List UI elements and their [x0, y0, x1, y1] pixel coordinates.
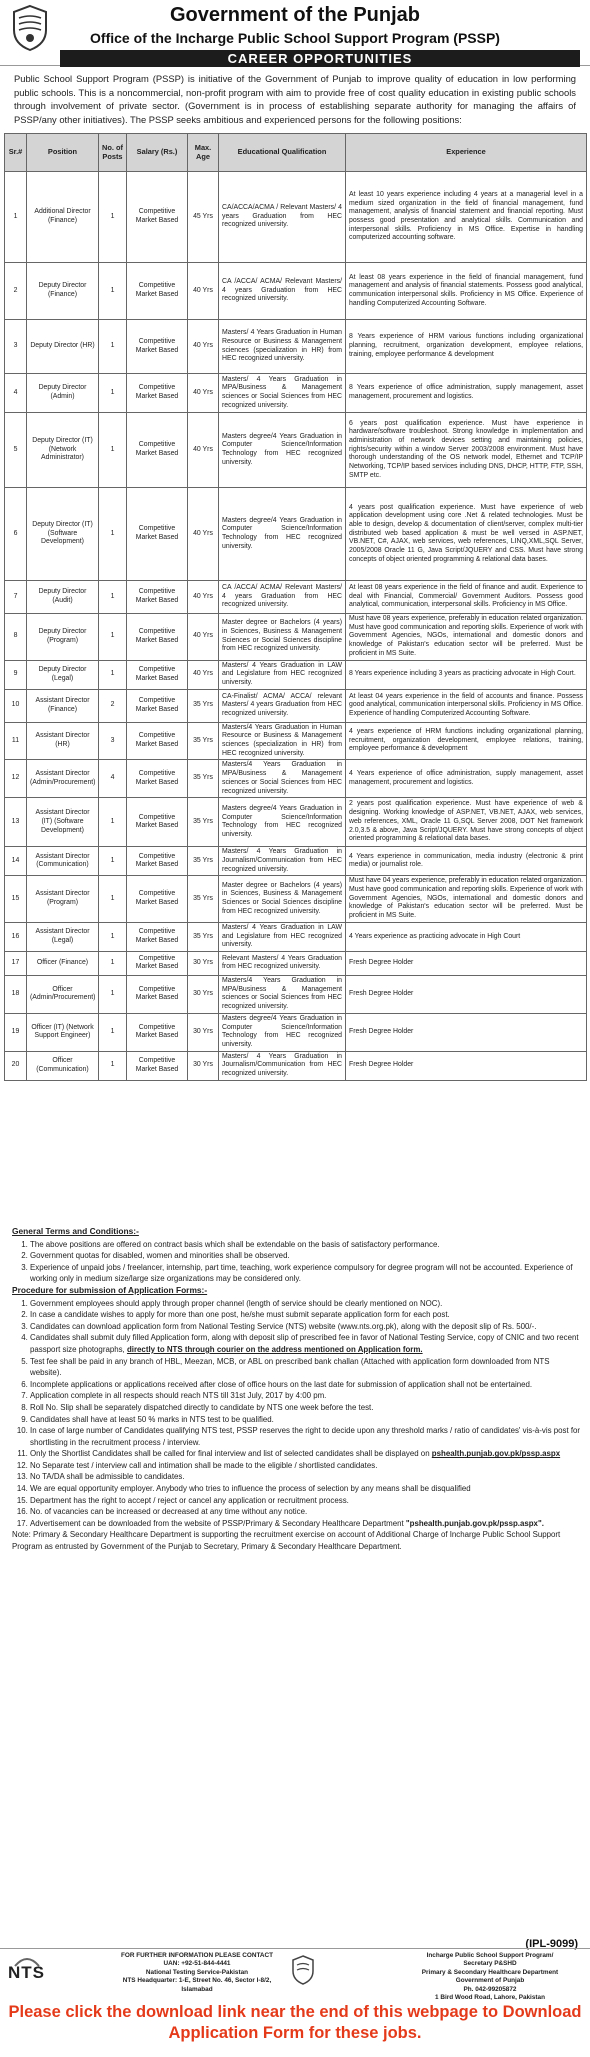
experience-cell: Fresh Degree Holder: [346, 951, 587, 975]
pssp-office-block: [400, 1952, 580, 2002]
posts-cell: 1: [99, 172, 127, 263]
list-item: 15. Department has the right to accept / reject or cancel any application or recruitment process.: [30, 1495, 582, 1507]
qualification-cell: Relevant Masters/ 4 Years Graduation from HEC recognized university.: [219, 951, 346, 975]
experience-cell: 4 years post qualification experience. Must have experience of web application development using core .Net & related technologies. Must be able to design, develop & documentation of client/server, complex multi-tier distributed web based application & must be well versed in ASP.NET, VB.NET, C#, AJAX, web services, web references, LINQ,XML,SQL Server, 2005/2008 Oracle 11 G, Java Script/JQUERY and CSS. Must have strong concepts of object oriented programming & relational data bases.: [346, 488, 587, 581]
procedure-text: Candidates shall submit duly filled Application form, along with deposit slip of prescribed fee in favor of National Testing Service, copy of CNIC and two recent passport size photographs,: [30, 1333, 579, 1354]
position-cell: Deputy Director (IT) (Software Development): [27, 488, 99, 581]
experience-cell: Must have 08 years experience, preferably in education related organization. Must have good communication and reporting skills. Experience of work with Government Agencies, NGOs, international and domestic donors and knowledge of Pakistan's education sector will be preferred. Must be proficient in MS Suite.: [346, 614, 587, 661]
qualification-cell: Masters/ 4 Years Graduation in MPA/Business & Management sciences or Social Sciences from HEC recognized university.: [219, 374, 346, 413]
list-item: [30, 1448, 582, 1460]
salary-cell: Competitive Market Based: [127, 1051, 188, 1080]
experience-cell: Must have 04 years experience, preferably in education related organization. Must have good communication and reporting skills. Experience of work with Government Agencies, NGOs, international and domestic donors and knowledge of Pakistan's education sector will be preferred. Must be proficient in MS Suite.: [346, 876, 587, 923]
age-cell: 30 Yrs: [188, 1013, 219, 1051]
posts-cell: 1: [99, 1013, 127, 1051]
list-item: 5. Test fee shall be paid in any branch of HBL, Meezan, MCB, or ABL on prescribed bank challan (Attached with application form downloaded from NTS website).: [30, 1356, 582, 1379]
procedure-heading: Procedure for submission of Application Forms:-: [12, 1284, 208, 1295]
footer: [0, 1948, 590, 2002]
position-cell: Deputy Director (HR): [27, 320, 99, 374]
position-cell: Officer (Communication): [27, 1051, 99, 1080]
qualification-cell: Master degree or Bachelors (4 years) in Sciences, Business & Management Sciences or Social Sciences discipline from HEC recognized university.: [219, 614, 346, 661]
experience-cell: 6 years post qualification experience. Must have experience in hardware/software troubleshoot. Strong knowledge in implementation and administration of network devices setting and maintaining policies, rights/security within a window Server 2003/2008 environment. Must have thorough understanding of the OS network model, Ethernet and TCP/IP Networking, TCP/IP based services including DNS, DHCP, HTTP, FTP, SSH, SMTP etc.: [346, 413, 587, 488]
list-item: [30, 1332, 582, 1355]
list-item: 16. No. of vacancies can be increased or decreased at any time without any notice.: [30, 1506, 582, 1518]
qualification-cell: CA /ACCA/ ACMA/ Relevant Masters/ 4 years Graduation from HEC recognized university.: [219, 581, 346, 614]
pssp-website-link[interactable]: "pshealth.punjab.gov.pk/pssp.aspx".: [405, 1518, 544, 1528]
nts-contact-block: [112, 1952, 282, 1994]
salary-cell: Competitive Market Based: [127, 488, 188, 581]
positions-table: [4, 133, 587, 1081]
list-item: 6. Incomplete applications or applications received after close of office hours on the last date for submission of application shall not be entertained.: [30, 1379, 582, 1391]
age-cell: 40 Yrs: [188, 488, 219, 581]
sr-cell: 15: [5, 876, 27, 923]
header: [0, 0, 590, 66]
qualification-cell: Masters/ 4 Years Graduation in Human Resource or Business & Management sciences (specialization in HR) from HEC recognized university.: [219, 320, 346, 374]
position-cell: Officer (IT) (Network Support Engineer): [27, 1013, 99, 1051]
salary-cell: Competitive Market Based: [127, 722, 188, 760]
age-cell: 35 Yrs: [188, 760, 219, 798]
office-title: Office of the Incharge Public School Support Program (PSSP): [90, 30, 500, 46]
position-cell: Deputy Director (Audit): [27, 581, 99, 614]
experience-cell: Fresh Degree Holder: [346, 975, 587, 1013]
qualification-cell: Masters degree/4 Years Graduation in Computer Science/Information Technology from HEC recognized university.: [219, 1013, 346, 1051]
contact-line: National Testing Service-Pakistan: [145, 1968, 249, 1976]
terms-section: [12, 1226, 582, 1553]
list-item: 8. Roll No. Slip shall be separately dispatched directly to candidate by NTS one week before the test.: [30, 1402, 582, 1414]
table-row: [5, 614, 587, 661]
sr-cell: 16: [5, 922, 27, 951]
pssp-website-link[interactable]: pshealth.punjab.gov.pk/pssp.aspx: [431, 1449, 561, 1459]
sr-cell: 4: [5, 374, 27, 413]
sr-cell: 13: [5, 798, 27, 847]
office-line: 1 Bird Wood Road, Lahore, Pakistan: [435, 1994, 545, 2002]
age-cell: 40 Yrs: [188, 614, 219, 661]
salary-cell: Competitive Market Based: [127, 1013, 188, 1051]
download-instruction: Please click the download link near the end of this webpage to Download Application Form for these jobs.: [8, 2003, 582, 2042]
posts-cell: 1: [99, 876, 127, 923]
header-cell: No. of Posts: [99, 134, 127, 172]
note: Note: Primary & Secondary Healthcare Department is supporting the recruitment exercise on account of Additional Charge of Incharge Public School Support Program as entrusted by Government of the Punjab to Secretary, Primary & Secondary Healthcare Department.: [12, 1530, 561, 1552]
experience-cell: Fresh Degree Holder: [346, 1051, 587, 1080]
age-cell: 35 Yrs: [188, 689, 219, 722]
qualification-cell: Master degree or Bachelors (4 years) in Sciences, Business & Management Sciences or Social Sciences discipline from HEC recognized university.: [219, 876, 346, 923]
table-row: [5, 374, 587, 413]
position-cell: Assistant Director (IT) (Software Development): [27, 798, 99, 847]
position-cell: Assistant Director (HR): [27, 722, 99, 760]
sr-cell: 14: [5, 847, 27, 876]
salary-cell: Competitive Market Based: [127, 876, 188, 923]
office-line: Government of Punjab: [455, 1977, 525, 1985]
procedure-text: Only the Shortlist Candidates shall be called for final interview and list of selected candidates shall be displayed on: [30, 1449, 430, 1459]
age-cell: 45 Yrs: [188, 172, 219, 263]
table-row: [5, 172, 587, 263]
age-cell: 40 Yrs: [188, 374, 219, 413]
posts-cell: 1: [99, 320, 127, 374]
office-line: Secretary P&SHD: [463, 1960, 517, 1968]
list-item: 1. Government employees should apply through proper channel (length of service should be clearly mentioned on NOC).: [30, 1298, 582, 1310]
sr-cell: 10: [5, 689, 27, 722]
position-cell: Assistant Director (Communication): [27, 847, 99, 876]
general-terms-list: [12, 1239, 582, 1285]
posts-cell: 4: [99, 760, 127, 798]
experience-cell: 8 Years experience of HRM various functions including organizational planning, recruitment, organization development, employee relations, training, employee performance & development: [346, 320, 587, 374]
position-cell: Officer (Finance): [27, 951, 99, 975]
table-row: [5, 413, 587, 488]
age-cell: 40 Yrs: [188, 413, 219, 488]
header-cell: Position: [27, 134, 99, 172]
ipl-code: (IPL-9099): [525, 1938, 578, 1950]
table-row: [5, 951, 587, 975]
table-row: [5, 660, 587, 689]
salary-cell: Competitive Market Based: [127, 922, 188, 951]
qualification-cell: Masters/4 Years Graduation in Human Resource or Business & Management sciences (specialization in HR) from HEC recognized university.: [219, 722, 346, 760]
experience-cell: 2 years post qualification experience. Must have experience of web & designing. Working knowledge of ASP.NET, VB.NET, AJAX, web services, web references, XML, Oracle 11 G,SQL Server 2008, DOT Net framework 2.0,3.5 & above, Java Script/JQUERY. Must have strong concepts of object oriented programming & relational data bases.: [346, 798, 587, 847]
sr-cell: 5: [5, 413, 27, 488]
age-cell: 40 Yrs: [188, 660, 219, 689]
experience-cell: 4 Years experience of office administration, supply management, asset management, procurement and logistics.: [346, 760, 587, 798]
position-cell: Assistant Director (Program): [27, 876, 99, 923]
header-cell: Experience: [346, 134, 587, 172]
age-cell: 35 Yrs: [188, 722, 219, 760]
age-cell: 30 Yrs: [188, 1051, 219, 1080]
office-line: Primary & Secondary Healthcare Department: [421, 1968, 559, 1976]
posts-cell: 1: [99, 1051, 127, 1080]
sr-cell: 2: [5, 263, 27, 320]
list-item: 2. In case a candidate wishes to apply for more than one post, he/she must submit separate application form for each post.: [30, 1309, 582, 1321]
posts-cell: 1: [99, 922, 127, 951]
sr-cell: 12: [5, 760, 27, 798]
posts-cell: 1: [99, 263, 127, 320]
posts-cell: 1: [99, 488, 127, 581]
position-cell: Deputy Director (Program): [27, 614, 99, 661]
qualification-cell: Masters/ 4 Years Graduation in LAW and Legislature from HEC recognized university.: [219, 922, 346, 951]
header-cell: Salary (Rs.): [127, 134, 188, 172]
age-cell: 40 Yrs: [188, 320, 219, 374]
age-cell: 35 Yrs: [188, 876, 219, 923]
posts-cell: 1: [99, 614, 127, 661]
sr-cell: 3: [5, 320, 27, 374]
salary-cell: Competitive Market Based: [127, 975, 188, 1013]
experience-cell: At least 04 years experience in the field of accounts and finance. Possess good analytical, communication interpersonal skills. Proficiency in MS Office. Experience of handling Computerized Accounting Software.: [346, 689, 587, 722]
qualification-cell: Masters/ 4 Years Graduation in LAW and Legislature from HEC recognized university.: [219, 660, 346, 689]
sr-cell: 9: [5, 660, 27, 689]
salary-cell: Competitive Market Based: [127, 263, 188, 320]
position-cell: Deputy Director (Legal): [27, 660, 99, 689]
nts-logo-text: NTS: [8, 1963, 45, 1982]
age-cell: 40 Yrs: [188, 581, 219, 614]
experience-cell: 8 Years experience including 3 years as practicing advocate in High Court.: [346, 660, 587, 689]
contact-line: UAN: +92-51-844-4441: [163, 1960, 231, 1968]
header-cell: Sr.#: [5, 134, 27, 172]
procedure-text: Advertisement can be downloaded from the website of PSSP/Primary & Secondary Healthcare Department: [30, 1518, 404, 1528]
table-row: [5, 975, 587, 1013]
general-terms-heading: General Terms and Conditions:-: [12, 1226, 139, 1236]
sr-cell: 11: [5, 722, 27, 760]
salary-cell: Competitive Market Based: [127, 660, 188, 689]
posts-cell: 1: [99, 660, 127, 689]
list-item: 7. Application complete in all respects should reach NTS till 31st July, 2017 by 4:00 pm.: [30, 1390, 582, 1402]
contact-line: Islamabad: [181, 1985, 213, 1993]
age-cell: 40 Yrs: [188, 263, 219, 320]
age-cell: 30 Yrs: [188, 975, 219, 1013]
table-row: [5, 1051, 587, 1080]
posts-cell: 1: [99, 413, 127, 488]
salary-cell: Competitive Market Based: [127, 798, 188, 847]
position-cell: Deputy Director (Finance): [27, 263, 99, 320]
salary-cell: Competitive Market Based: [127, 847, 188, 876]
experience-cell: Fresh Degree Holder: [346, 1013, 587, 1051]
office-line: Incharge Public School Support Program/: [426, 1952, 554, 1959]
table-row: [5, 722, 587, 760]
qualification-cell: Masters/ 4 Years Graduation in Journalism/Communication from HEC recognized university.: [219, 1051, 346, 1080]
salary-cell: Competitive Market Based: [127, 320, 188, 374]
qualification-cell: Masters degree/4 Years Graduation in Computer Science/Information Technology from HEC recognized university.: [219, 488, 346, 581]
contact-line: NTS Headquarter: 1-E, Street No. 46, Sector I-8/2,: [122, 1977, 272, 1985]
qualification-cell: Masters degree/4 Years Graduation in Computer Science/Information Technology from HEC recognized university.: [219, 798, 346, 847]
table-row: [5, 581, 587, 614]
qualification-cell: CA-Finalist/ ACMA/ ACCA/ relevant Masters/ 4 years Graduation from HEC recognized university.: [219, 689, 346, 722]
experience-cell: At least 10 years experience including 4 years at a managerial level in a medium sized organization in the field of financial management, fund management, analysis of financial statement and financial reporting. Must possess good presentation and analytical skills. Communication and interpersonal skills. Proficiency in MS Office. Expertise in handling computerized accounting software.: [346, 172, 587, 263]
experience-cell: At least 08 years experience in the field of financial management, fund management and analysis of financial statements. Possess good analytical, communication interpersonal skills. Proficiency in MS Office. Experience of handling Computerized Accounting Software.: [346, 263, 587, 320]
list-item: 3. Experience of unpaid jobs / freelancer, internship, part time, teaching, work experience compulsory for degree program will not be accounted. Experience of working only in medium size/large size organizations may be considered only.: [30, 1262, 582, 1285]
posts-cell: 1: [99, 847, 127, 876]
table-row: [5, 1013, 587, 1051]
list-item: 13. No TA/DA shall be admissible to candidates.: [30, 1471, 582, 1483]
salary-cell: Competitive Market Based: [127, 374, 188, 413]
position-cell: Additional Director (Finance): [27, 172, 99, 263]
posts-cell: 2: [99, 689, 127, 722]
salary-cell: Competitive Market Based: [127, 581, 188, 614]
experience-cell: 8 Years experience of office administration, supply management, asset management, procurement and logistics.: [346, 374, 587, 413]
posts-cell: 1: [99, 581, 127, 614]
position-cell: Assistant Director (Admin/Procurement): [27, 760, 99, 798]
posts-cell: 1: [99, 951, 127, 975]
table-row: [5, 263, 587, 320]
posts-cell: 1: [99, 374, 127, 413]
table-row: [5, 320, 587, 374]
position-cell: Deputy Director (IT) (Network Administrator): [27, 413, 99, 488]
qualification-cell: Masters degree/4 Years Graduation in Computer Science/Information Technology from HEC recognized university.: [219, 413, 346, 488]
posts-cell: 1: [99, 798, 127, 847]
position-cell: Assistant Director (Finance): [27, 689, 99, 722]
office-line: Ph. 042-99205872: [463, 1985, 517, 1993]
contact-line: FOR FURTHER INFORMATION PLEASE CONTACT: [120, 1952, 274, 1959]
experience-cell: 4 Years experience as practicing advocate in High Court: [346, 922, 587, 951]
table-row: [5, 876, 587, 923]
list-item: 14. We are equal opportunity employer. Anybody who tries to influence the process of selection by any means shall be disqualified: [30, 1483, 582, 1495]
salary-cell: Competitive Market Based: [127, 760, 188, 798]
salary-cell: Competitive Market Based: [127, 413, 188, 488]
experience-cell: At least 08 years experience in the field of finance and audit. Experience to deal with Financial, Commercial/ Government Auditors. Possess good analytical, communication, interpersonal skills. Proficiency in MS Office.: [346, 581, 587, 614]
punjab-government-emblem-icon: [290, 1955, 316, 1985]
list-item: [30, 1518, 582, 1530]
list-item: 1. The above positions are offered on contract basis which shall be extendable on the basis of satisfactory performance.: [30, 1239, 582, 1251]
qualification-cell: Masters/4 Years Graduation in MPA/Business & Management sciences or Social Sciences from HEC recognized university.: [219, 760, 346, 798]
sr-cell: 19: [5, 1013, 27, 1051]
age-cell: 30 Yrs: [188, 951, 219, 975]
table-row: [5, 760, 587, 798]
qualification-cell: Masters/ 4 Years Graduation in Journalism/Communication from HEC recognized university.: [219, 847, 346, 876]
posts-cell: 3: [99, 722, 127, 760]
header-cell: Max. Age: [188, 134, 219, 172]
table-row: [5, 922, 587, 951]
sr-cell: 6: [5, 488, 27, 581]
list-item: 2. Government quotas for disabled, women and minorities shall be observed.: [30, 1250, 582, 1262]
list-item: 3. Candidates can download application form from National Testing Service (NTS) website (www.nts.org.pk), along with the deposit slip of Rs. 500/-.: [30, 1321, 582, 1333]
posts-cell: 1: [99, 975, 127, 1013]
career-opportunities-banner: CAREER OPPORTUNITIES: [60, 50, 580, 67]
sr-cell: 18: [5, 975, 27, 1013]
qualification-cell: CA /ACCA/ ACMA/ Relevant Masters/ 4 years Graduation from HEC recognized university.: [219, 263, 346, 320]
sr-cell: 17: [5, 951, 27, 975]
salary-cell: Competitive Market Based: [127, 951, 188, 975]
position-cell: Deputy Director (Admin): [27, 374, 99, 413]
experience-cell: 4 Years experience in communication, media industry (electronic & print media) or journalist role.: [346, 847, 587, 876]
position-cell: Officer (Admin/Procurement): [27, 975, 99, 1013]
header-cell: Educational Qualification: [219, 134, 346, 172]
procedure-list: [12, 1298, 582, 1530]
qualification-cell: CA/ACCA/ACMA / Relevant Masters/ 4 years Graduation from HEC recognized university.: [219, 172, 346, 263]
intro-paragraph: Public School Support Program (PSSP) is initiative of the Government of Punjab to improve quality of education in low performing public schools. This is a noncommercial, non-profit program with aim to provide free of cost quality education in existing public schools through involvement of private sector. (Government is in process of establishing separate authority for managing the affairs of PSSP/any other initiatives). The PSSP seeks ambitious and experienced persons for the following positions:: [14, 73, 576, 125]
list-item: 12. No Separate test / interview call and intimation shall be made to the eligible / shortlisted candidates.: [30, 1460, 582, 1472]
position-cell: Assistant Director (Legal): [27, 922, 99, 951]
table-row: [5, 689, 587, 722]
table-row: [5, 847, 587, 876]
list-item: 9. Candidates shall have at least 50 % marks in NTS test to be qualified.: [30, 1414, 582, 1426]
salary-cell: Competitive Market Based: [127, 172, 188, 263]
age-cell: 35 Yrs: [188, 847, 219, 876]
list-item: 10. In case of large number of Candidates qualifying NTS test, PSSP reserves the right to decide upon any threshold marks / ratio of candidates' vis-à-vis post for shortlisting in the recruitment process / interview.: [30, 1425, 582, 1448]
table-row: [5, 488, 587, 581]
table-header-row: [5, 134, 587, 172]
sr-cell: 8: [5, 614, 27, 661]
government-title: Government of the Punjab: [169, 4, 421, 26]
sr-cell: 1: [5, 172, 27, 263]
table-row: [5, 798, 587, 847]
age-cell: 35 Yrs: [188, 798, 219, 847]
experience-cell: 4 years experience of HRM functions including organizational planning, recruitment, organization development, employee relations, training, employee performance & development: [346, 722, 587, 760]
age-cell: 35 Yrs: [188, 922, 219, 951]
salary-cell: Competitive Market Based: [127, 614, 188, 661]
sr-cell: 7: [5, 581, 27, 614]
sr-cell: 20: [5, 1051, 27, 1080]
salary-cell: Competitive Market Based: [127, 689, 188, 722]
qualification-cell: Masters/4 Years Graduation in MPA/Business & Management sciences or Social Sciences from HEC recognized university.: [219, 975, 346, 1013]
courier-address-note: directly to NTS through courier on the address mentioned on Application form.: [126, 1344, 423, 1354]
